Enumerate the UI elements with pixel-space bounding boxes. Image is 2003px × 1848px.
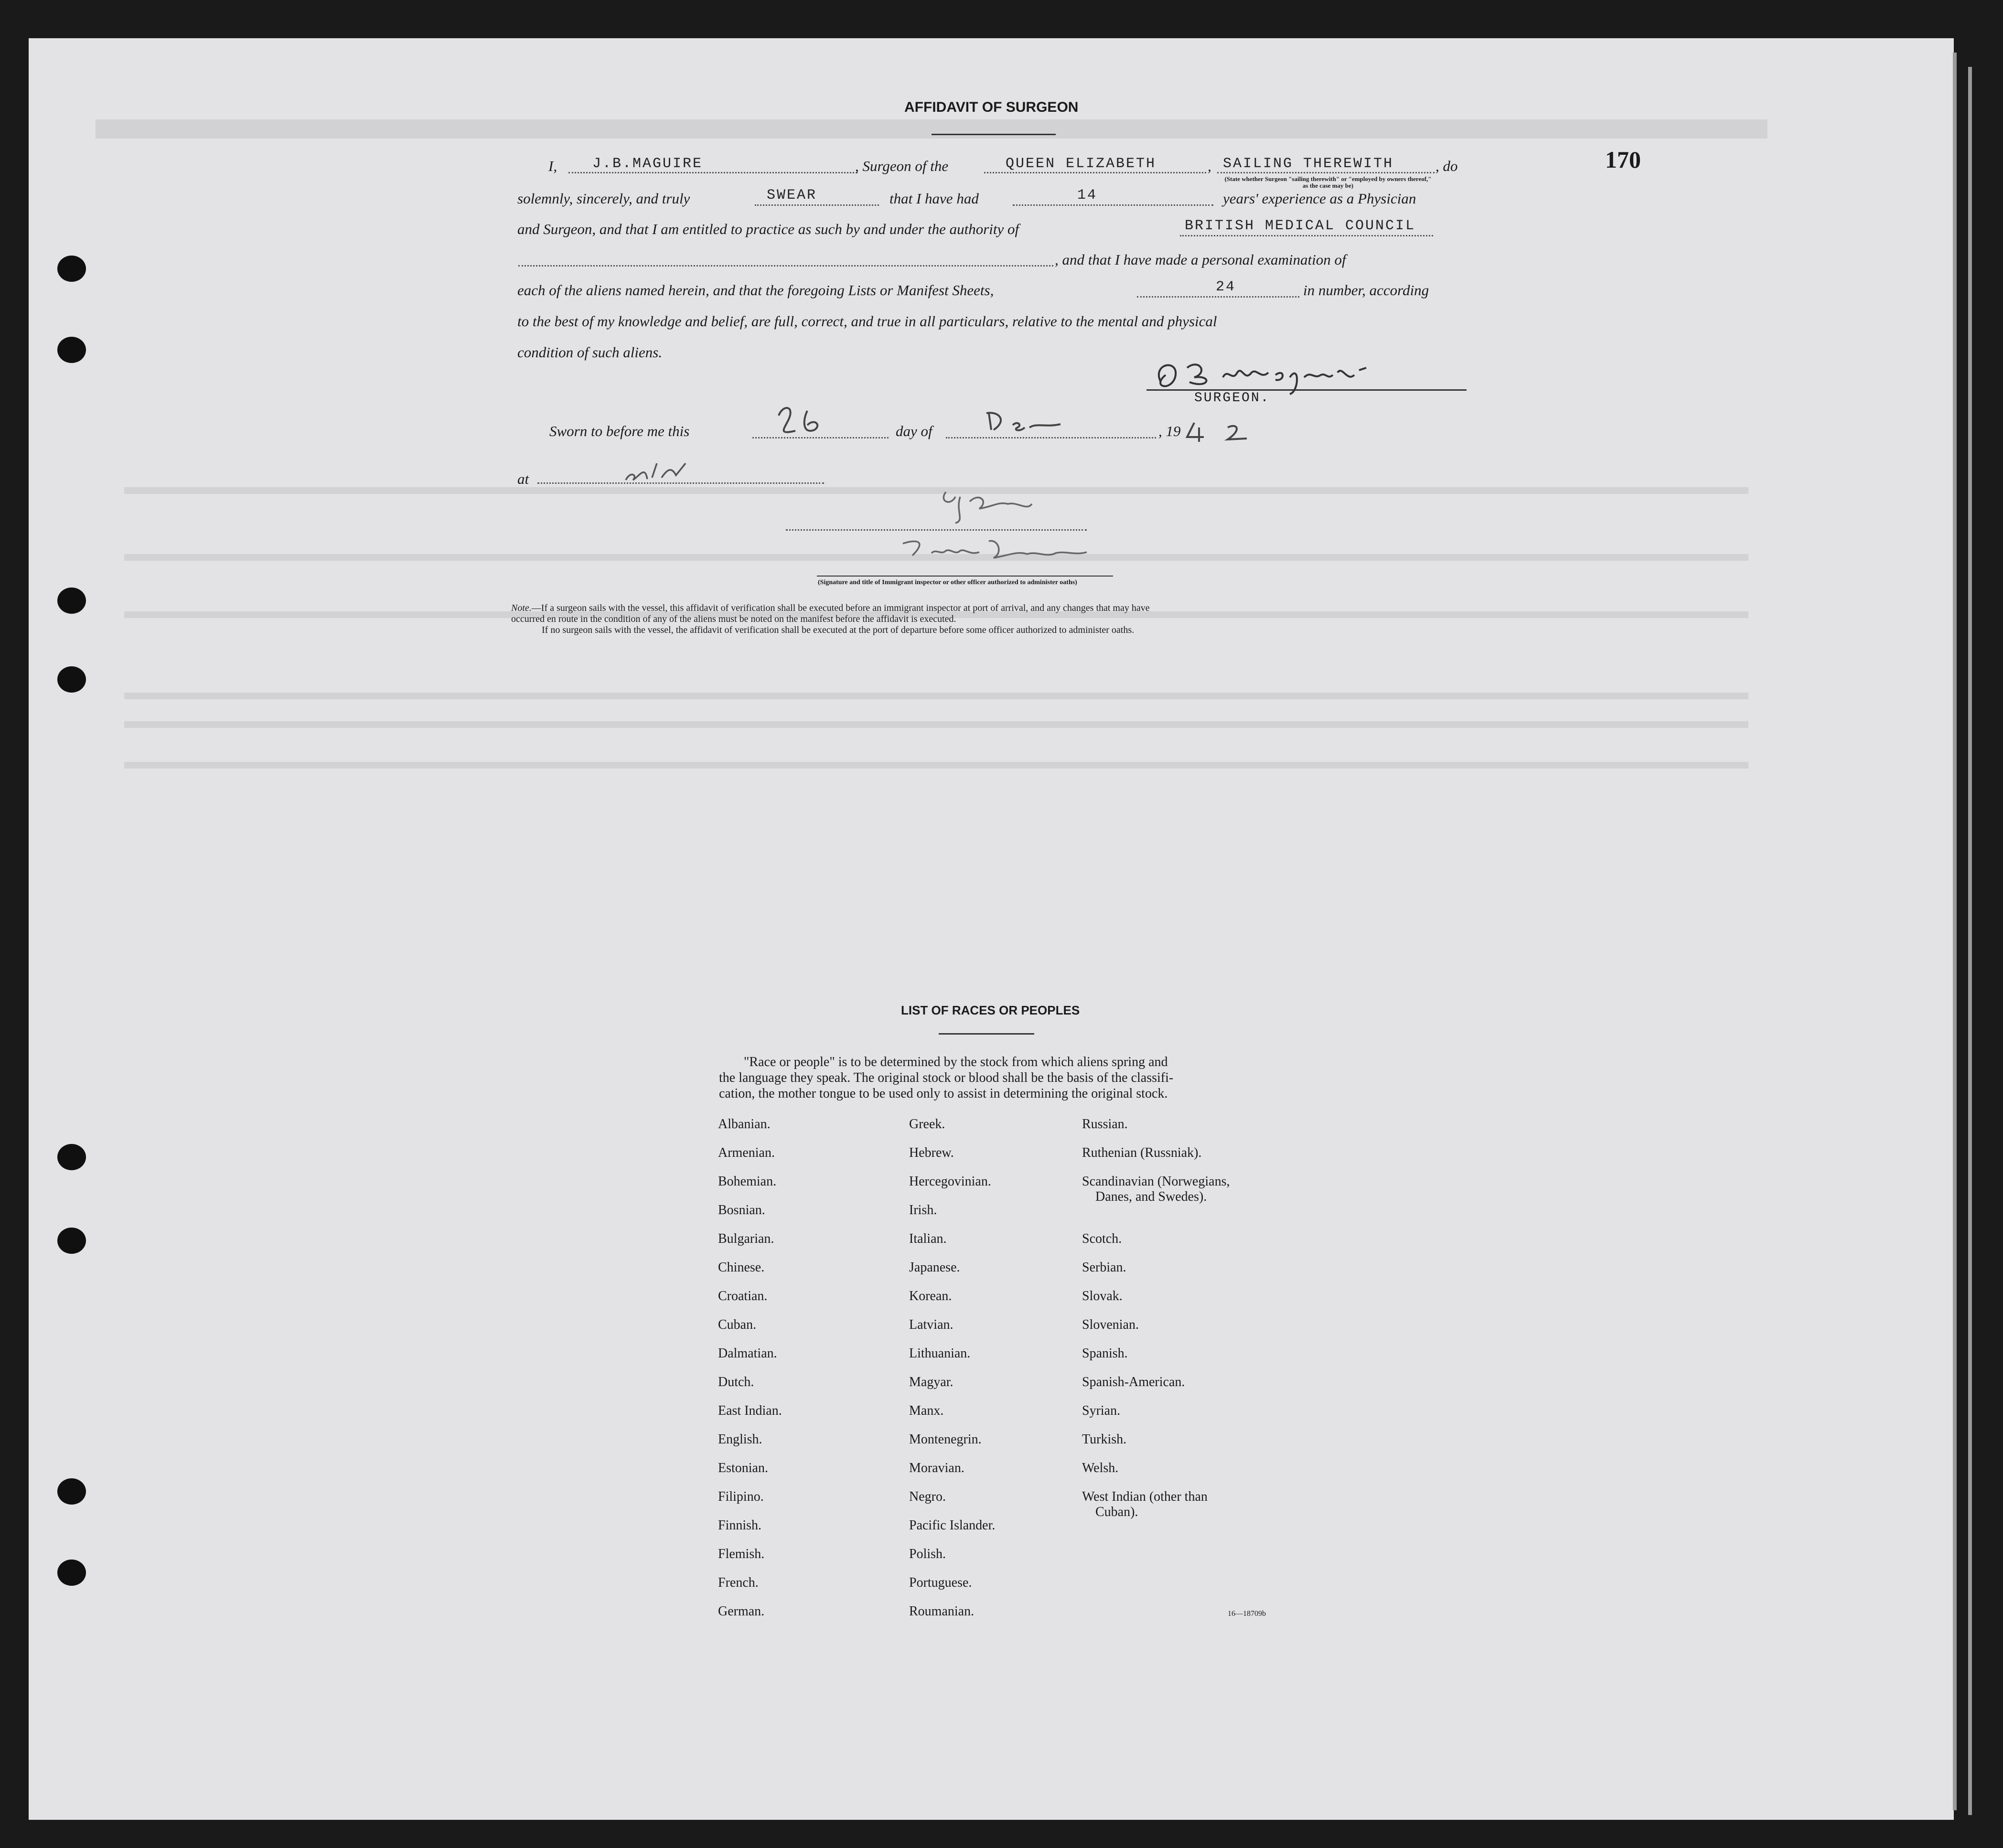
race-item: Estonian.	[718, 1461, 768, 1475]
inspector-caption: (Signature and title of Immigrant inspector or other officer authorized to administer oaths)	[818, 579, 1077, 586]
authority-name: BRITISH MEDICAL COUNCIL	[1185, 218, 1416, 234]
race-item: Hebrew.	[909, 1145, 954, 1160]
race-item: Serbian.	[1082, 1260, 1126, 1275]
race-item: French.	[718, 1575, 759, 1590]
race-item: Spanish-American.	[1082, 1375, 1185, 1389]
race-item: Filipino.	[718, 1489, 764, 1504]
race-item: Welsh.	[1082, 1461, 1119, 1475]
race-item: Slovak.	[1082, 1289, 1123, 1303]
oath-type: SWEAR	[767, 187, 817, 203]
race-item: Polish.	[909, 1547, 946, 1561]
affidavit-knowledge: to the best of my knowledge and belief, are full, correct, and true in all particulars, relative to the mental and physical	[517, 313, 1217, 330]
years-experience: 14	[1077, 187, 1098, 203]
races-title-rule	[939, 1033, 1034, 1035]
affidavit-surgeon-of: , Surgeon of the	[855, 158, 949, 174]
sheets-line	[1137, 296, 1299, 298]
page-edge	[1953, 53, 1957, 1810]
note-line-2: occurred en route in the condition of any of the aliens must be noted on the manifest before the affidavit is executed.	[511, 614, 956, 624]
race-item: East Indian.	[718, 1403, 782, 1418]
authority-continuation-line	[518, 265, 1053, 267]
race-item: Italian.	[909, 1231, 947, 1246]
inspector-title-line	[817, 576, 1113, 577]
bleed-through	[124, 721, 1748, 728]
signature-title: SURGEON.	[1194, 391, 1270, 406]
note-line-1: —If a surgeon sails with the vessel, this affidavit of verification shall be executed before an immigrant inspector at port of arrival, and any changes that may have	[531, 603, 1150, 613]
race-item: Russian.	[1082, 1117, 1128, 1132]
race-item: Cuban).	[1095, 1505, 1138, 1519]
race-item: Chinese.	[718, 1260, 765, 1275]
race-item: Greek.	[909, 1117, 945, 1132]
race-item: Bosnian.	[718, 1203, 765, 1218]
affidavit-do: , do	[1435, 158, 1458, 174]
race-item: Croatian.	[718, 1289, 768, 1303]
binder-hole	[57, 588, 86, 614]
race-item: Flemish.	[718, 1547, 765, 1561]
binder-hole	[57, 666, 86, 693]
sworn-year-handwriting	[1185, 420, 1275, 449]
races-intro-line-1: "Race or people" is to be determined by the stock from which aliens spring and	[744, 1055, 1168, 1069]
sworn-day-of: day of	[896, 423, 932, 439]
affidavit-prefix: I,	[548, 158, 557, 174]
affidavit-title: AFFIDAVIT OF SURGEON	[904, 99, 1079, 115]
affidavit-years: years' experience as a Physician	[1223, 190, 1416, 207]
form-number: 16—18709b	[1228, 1610, 1266, 1618]
sworn-at-label: at	[517, 470, 529, 487]
race-item: Negro.	[909, 1489, 946, 1504]
surgeon-name: J.B.MAGUIRE	[592, 156, 703, 172]
race-item: Portuguese.	[909, 1575, 972, 1590]
sworn-label: Sworn to before me this	[549, 423, 690, 439]
race-item: Latvian.	[909, 1317, 953, 1332]
affidavit-note	[511, 603, 1467, 636]
race-item: Korean.	[909, 1289, 952, 1303]
sheet-count: 24	[1216, 279, 1236, 295]
authority-line	[1180, 235, 1433, 236]
race-item: Japanese.	[909, 1260, 960, 1275]
oath-line	[755, 204, 879, 206]
affidavit-solemnly: solemnly, sincerely, and truly	[517, 190, 690, 207]
race-item: Ruthenian (Russniak).	[1082, 1145, 1202, 1160]
affidavit-examination: , and that I have made a personal examination of	[1055, 251, 1346, 268]
document-sheet	[29, 38, 1954, 1820]
binder-hole	[57, 337, 86, 363]
inspector-signature	[936, 482, 1060, 525]
race-item: Albanian.	[718, 1117, 771, 1132]
race-item: Pacific Islander.	[909, 1518, 996, 1533]
race-item: Spanish.	[1082, 1346, 1128, 1361]
race-item: Magyar.	[909, 1375, 953, 1389]
sworn-place-handwriting	[623, 461, 695, 485]
years-line	[1013, 204, 1213, 206]
bleed-through	[124, 762, 1748, 769]
status-hint: (State whether Surgeon "sailing therewith" or "employed by owners thereof," as the case may be)	[1224, 175, 1432, 189]
race-item: Lithuanian.	[909, 1346, 971, 1361]
race-item: West Indian (other than	[1082, 1489, 1208, 1504]
binder-hole	[57, 256, 86, 282]
race-item: Danes, and Swedes).	[1095, 1189, 1207, 1204]
binder-hole	[57, 1228, 86, 1254]
surgeon-name-line	[568, 172, 857, 173]
affidavit-i-have-had: that I have had	[889, 190, 979, 207]
race-item: Turkish.	[1082, 1432, 1127, 1447]
sworn-month-handwriting	[984, 406, 1080, 435]
affidavit-in-number: in number, according	[1303, 282, 1429, 299]
bleed-through	[124, 693, 1748, 699]
status-line	[1217, 172, 1435, 173]
races-intro-line-3: cation, the mother tongue to be used only to assist in determining the original stock.	[719, 1086, 1168, 1101]
race-item: Dutch.	[718, 1375, 754, 1389]
sworn-year-prefix: , 19	[1158, 423, 1181, 439]
race-item: Manx.	[909, 1403, 944, 1418]
bleed-through	[96, 119, 1767, 139]
inspector-title-handwriting	[898, 534, 1108, 567]
race-item: English.	[718, 1432, 762, 1447]
affidavit-comma: ,	[1208, 158, 1211, 174]
race-item: Irish.	[909, 1203, 937, 1218]
page-edge	[1968, 67, 1972, 1815]
race-item: Roumanian.	[909, 1604, 975, 1619]
affidavit-condition: condition of such aliens.	[517, 344, 663, 361]
binder-hole	[57, 1144, 86, 1170]
affidavit-aliens: each of the aliens named herein, and that the foregoing Lists or Manifest Sheets,	[517, 282, 994, 299]
race-item: Montenegrin.	[909, 1432, 982, 1447]
race-item: Hercegovinian.	[909, 1174, 991, 1189]
races-title: LIST OF RACES OR PEOPLES	[901, 1003, 1080, 1017]
race-item: Cuban.	[718, 1317, 757, 1332]
surgeon-status: SAILING THEREWITH	[1223, 156, 1394, 172]
race-item: German.	[718, 1604, 765, 1619]
sworn-day-handwriting	[774, 401, 846, 439]
race-item: Bohemian.	[718, 1174, 777, 1189]
page-number: 170	[1605, 146, 1641, 173]
race-item: Scotch.	[1082, 1231, 1122, 1246]
race-item: Scandinavian (Norwegians,	[1082, 1174, 1230, 1189]
race-item: Finnish.	[718, 1518, 762, 1533]
inspector-signature-line	[786, 529, 1087, 531]
affidavit-authority-text: and Surgeon, and that I am entitled to practice as such by and under the authority of	[517, 221, 1019, 237]
vessel-name: QUEEN ELIZABETH	[1006, 156, 1157, 172]
sworn-month-line	[946, 437, 1156, 438]
binder-hole	[57, 1478, 86, 1505]
race-item: Dalmatian.	[718, 1346, 777, 1361]
note-label: Note.	[511, 603, 532, 613]
race-item: Armenian.	[718, 1145, 775, 1160]
note-line-3: If no surgeon sails with the vessel, the affidavit of verification shall be executed at the port of departure before some officer authorized to administer oaths.	[542, 625, 1135, 635]
vessel-line	[984, 172, 1206, 173]
race-item: Slovenian.	[1082, 1317, 1139, 1332]
races-intro-line-2: the language they speak. The original stock or blood shall be the basis of the classifi-	[719, 1070, 1174, 1085]
race-item: Bulgarian.	[718, 1231, 774, 1246]
title-rule	[932, 134, 1056, 135]
race-item: Syrian.	[1082, 1403, 1121, 1418]
race-item: Moravian.	[909, 1461, 964, 1475]
binder-hole	[57, 1560, 86, 1586]
races-intro	[719, 1054, 1173, 1101]
